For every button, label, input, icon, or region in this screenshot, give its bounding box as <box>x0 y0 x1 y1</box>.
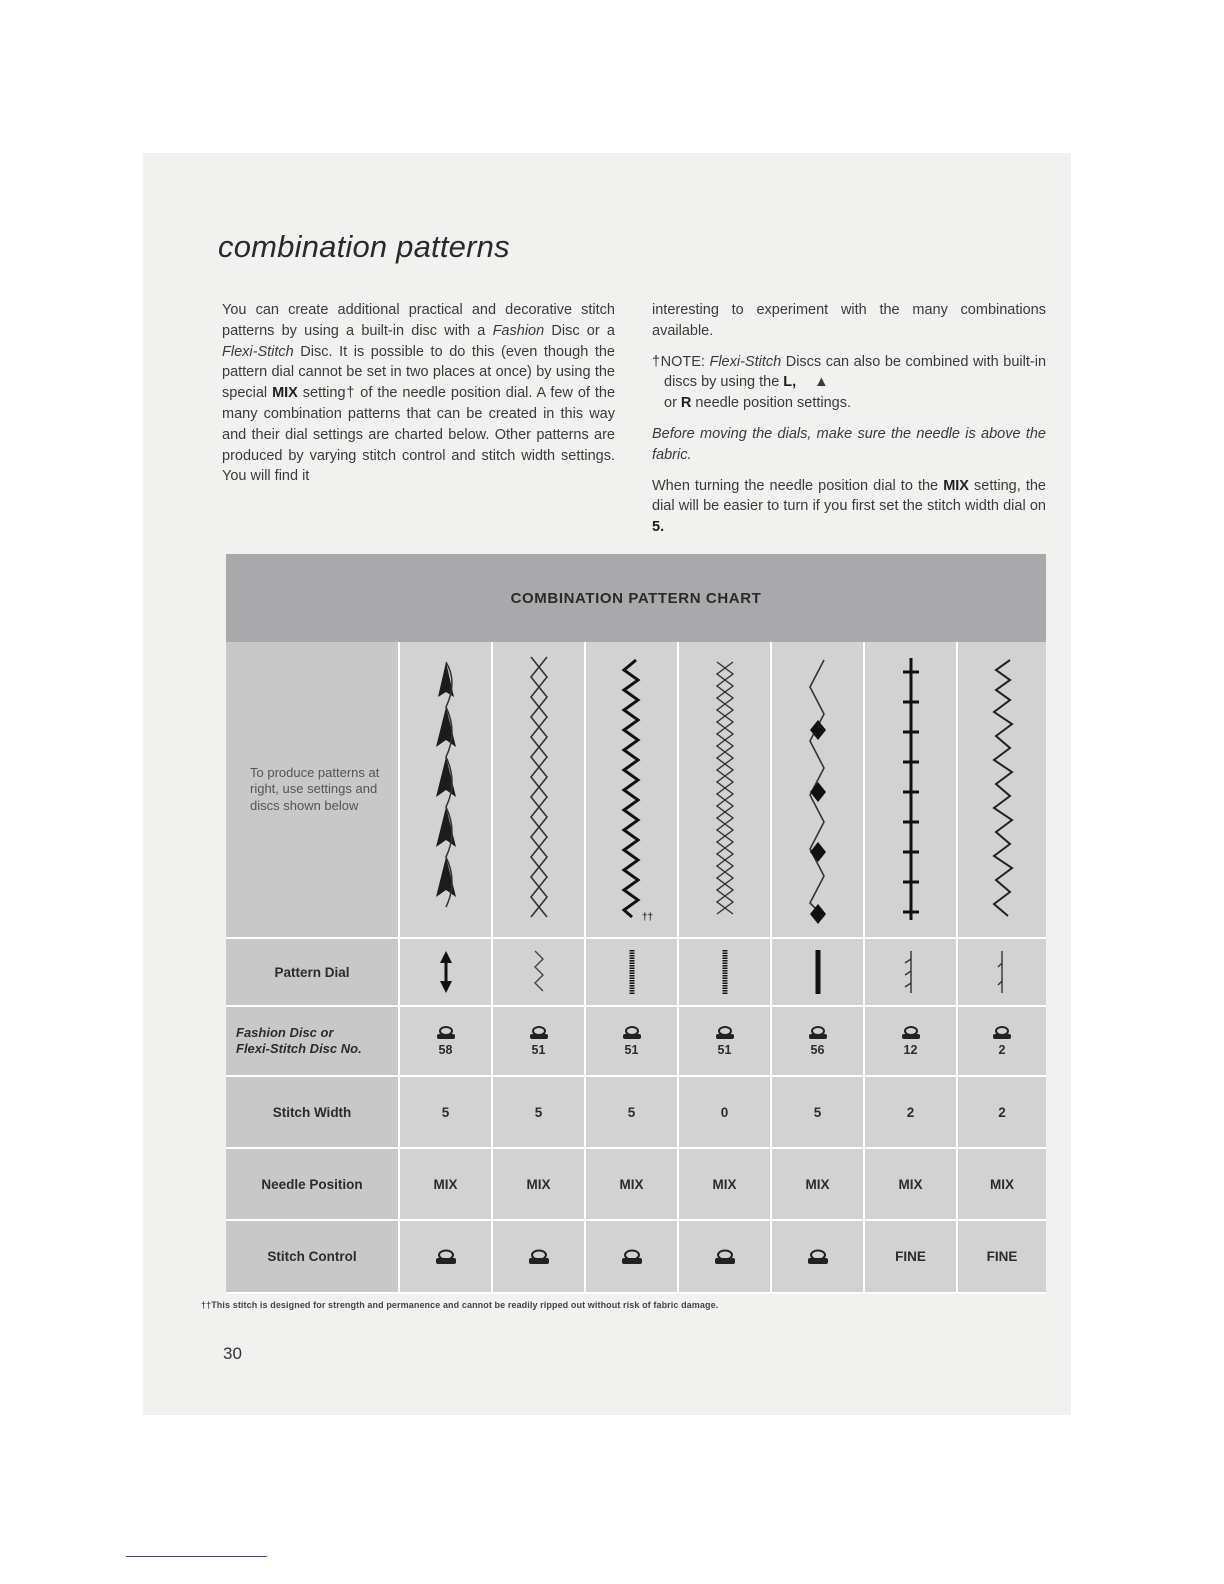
row-label-stitch-width: Stitch Width <box>226 1077 400 1149</box>
pattern-step-stitch <box>865 642 958 939</box>
satin-bar-icon <box>622 947 642 997</box>
chart-intro: To produce patterns at right, use settings and discs shown below <box>226 642 400 939</box>
row-label-needle-position: Needle Position <box>226 1149 400 1221</box>
solid-bar-icon <box>808 947 828 997</box>
pattern-dial-cell <box>958 939 1046 1007</box>
dial-icon <box>434 1248 458 1266</box>
zigzag-stitch-icon <box>602 652 662 927</box>
diamond-stitch-icon <box>788 652 848 927</box>
feather-stitch-icon <box>416 652 476 927</box>
chain-stitch-icon <box>695 652 755 927</box>
needle-position-cell: MIX <box>400 1149 493 1221</box>
disc-cell: 51 <box>493 1007 586 1077</box>
disc-icon <box>621 1025 643 1041</box>
link-underline <box>126 1556 267 1557</box>
wave-stitch-icon <box>972 652 1032 927</box>
stitch-width-cell: 2 <box>865 1077 958 1149</box>
manual-page <box>143 153 1071 1415</box>
disc-cell: 51 <box>679 1007 772 1077</box>
pattern-dial-cell <box>772 939 865 1007</box>
step-stitch-icon <box>881 652 941 927</box>
needle-position-cell: MIX <box>958 1149 1046 1221</box>
mix-tip-paragraph: When turning the needle position dial to the MIX setting, the dial will be easier to turn if you first set the stitch width dial on 5. <box>652 477 1046 536</box>
combination-pattern-chart <box>226 554 1046 1294</box>
stitch-width-cell: 5 <box>772 1077 865 1149</box>
row-label-disc-no: Fashion Disc or Flexi-Stitch Disc No. <box>226 1007 400 1077</box>
pattern-dial-cell <box>400 939 493 1007</box>
pattern-dial-cell <box>493 939 586 1007</box>
chart-title: COMBINATION PATTERN CHART <box>226 554 1046 642</box>
footnote: ††This stitch is designed for strength and permanence and cannot be readily ripped out without risk of fabric damage. <box>201 1300 719 1310</box>
cross-link-stitch-icon <box>509 652 569 927</box>
disc-icon <box>714 1025 736 1041</box>
disc-icon <box>528 1025 550 1041</box>
pattern-dial-cell <box>586 939 679 1007</box>
needle-position-cell: MIX <box>772 1149 865 1221</box>
needle-position-cell: MIX <box>679 1149 772 1221</box>
disc-cell: 2 <box>958 1007 1046 1077</box>
dial-icon <box>620 1248 644 1266</box>
arrow-up-down-icon <box>436 947 456 997</box>
needle-position-cell: MIX <box>586 1149 679 1221</box>
disc-icon <box>807 1025 829 1041</box>
pattern-cross-link <box>493 642 586 939</box>
left-column <box>222 300 615 497</box>
stitch-width-cell: 5 <box>586 1077 679 1149</box>
disc-cell: 58 <box>400 1007 493 1077</box>
stitch-control-cell: FINE <box>865 1221 958 1294</box>
pattern-dial-cell <box>865 939 958 1007</box>
intro-paragraph: You can create additional practical and decorative stitch patterns by using a built-in disc with a Fashion Disc or a Flexi-Stitch Disc. It is possible to do this (even though the pattern dial cannot be set in two places at once) by using the special MIX setting† of the needle position dial. A few of the many combination patterns that can be created in this way and their dial settings are charted below. Other patterns are produced by varying stitch control and stitch width settings. You will find it <box>222 302 616 485</box>
dagger-mark: †† <box>641 912 653 923</box>
stitch-width-cell: 5 <box>400 1077 493 1149</box>
row-label-pattern-dial: Pattern Dial <box>226 939 400 1007</box>
note-paragraph: †NOTE: Flexi-Stitch Discs can also be combined with built-in discs by using the L, ▲ or R needle position settings. <box>652 353 1047 412</box>
continued-paragraph: interesting to experiment with the many combinations available. <box>652 302 1046 339</box>
needle-position-cell: MIX <box>493 1149 586 1221</box>
disc-icon <box>991 1025 1013 1041</box>
step-icon <box>992 947 1012 997</box>
disc-icon <box>900 1025 922 1041</box>
disc-cell: 12 <box>865 1007 958 1077</box>
page-number: 30 <box>223 1344 242 1363</box>
needle-center-icon: ▲ <box>814 374 829 391</box>
stitch-width-cell: 5 <box>493 1077 586 1149</box>
pattern-wave-stitch <box>958 642 1046 939</box>
stitch-control-cell <box>772 1221 865 1294</box>
page-title: combination patterns <box>218 229 510 264</box>
dial-icon <box>806 1248 830 1266</box>
stitch-control-cell <box>586 1221 679 1294</box>
stitch-width-cell: 2 <box>958 1077 1046 1149</box>
needle-position-cell: MIX <box>865 1149 958 1221</box>
row-label-stitch-control: Stitch Control <box>226 1221 400 1294</box>
disc-icon <box>435 1025 457 1041</box>
dial-icon <box>527 1248 551 1266</box>
chevron-zigzag-icon <box>529 947 549 997</box>
stitch-control-cell: FINE <box>958 1221 1046 1294</box>
stitch-width-cell: 0 <box>679 1077 772 1149</box>
step-icon <box>901 947 921 997</box>
caution-paragraph: Before moving the dials, make sure the needle is above the fabric. <box>652 425 1046 463</box>
pattern-chain-link <box>679 642 772 939</box>
pattern-dial-cell <box>679 939 772 1007</box>
stitch-control-cell <box>493 1221 586 1294</box>
chart-grid <box>226 642 1046 1294</box>
pattern-dense-zigzag <box>586 642 679 939</box>
stitch-control-cell <box>400 1221 493 1294</box>
dial-icon <box>713 1248 737 1266</box>
satin-bar-icon <box>715 947 735 997</box>
disc-cell: 56 <box>772 1007 865 1077</box>
pattern-diamond-zigzag <box>772 642 865 939</box>
disc-cell: 51 <box>586 1007 679 1077</box>
pattern-feather-blossom <box>400 642 493 939</box>
right-column <box>652 300 1046 548</box>
stitch-control-cell <box>679 1221 772 1294</box>
